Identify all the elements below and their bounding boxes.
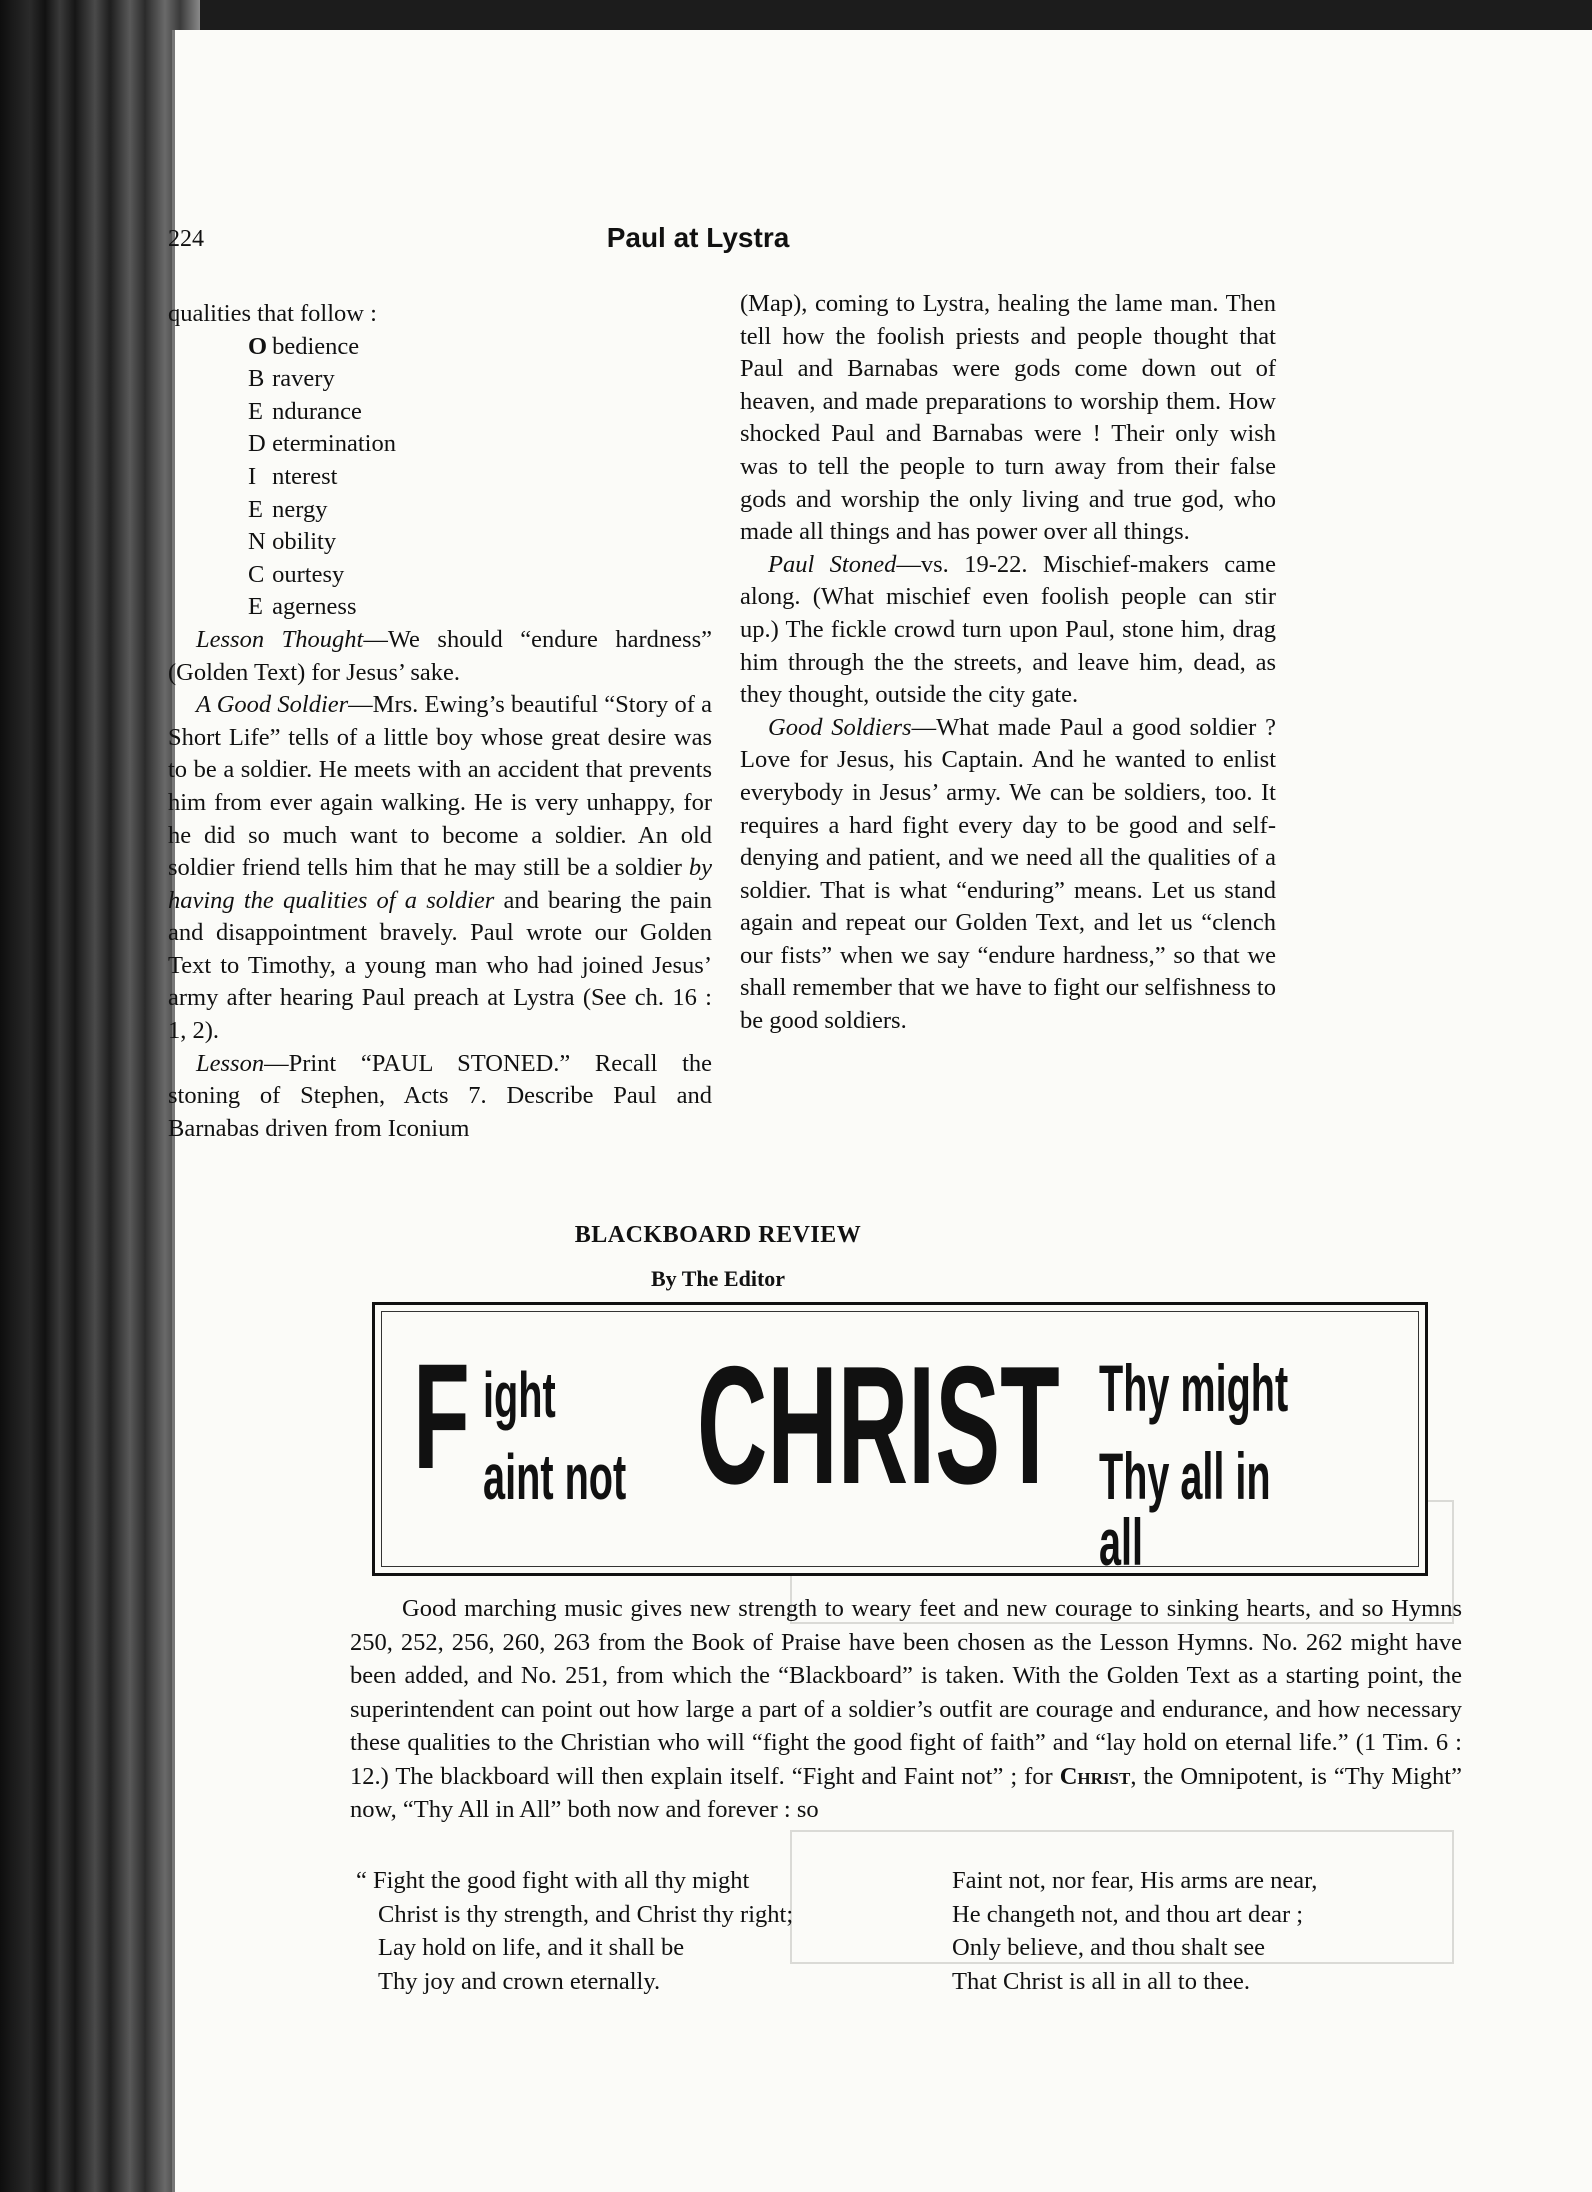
- paul-stoned-label: Paul Stoned: [768, 550, 897, 578]
- closing-paragraph: [350, 1592, 1462, 1827]
- good-soldier-paragraph: [168, 689, 712, 1048]
- lesson-paragraph: [168, 1048, 712, 1146]
- acrostic-letter: D: [248, 430, 266, 458]
- acrostic-word: bedience: [272, 332, 360, 360]
- good-soldier-emphasis: by having the qualities of a soldier: [168, 854, 712, 914]
- lesson-thought-text: —We should “endure hardness” (Golden Text) for Jesus’ sake.: [168, 625, 712, 686]
- good-soldier-text-end: and bearing the pain and disappointment bravely. Paul wrote our Golden Text to Timothy, a young man who had joined Jesus’ army after hearing Paul preach at Lystra (See ch. 16 : 1, 2).: [168, 886, 712, 1045]
- acrostic-letter: E: [248, 593, 263, 621]
- poem-line: Thy joy and crown eternally.: [378, 1967, 661, 1995]
- poem-line: Only believe, and thou shalt see: [952, 1934, 1265, 1961]
- left-column: [168, 298, 712, 1145]
- hymn-stanza-left: [356, 1864, 916, 1998]
- acrostic-item: [248, 559, 712, 592]
- closing-text-part: Good marching music gives new strength to weary feet and new courage to sinking hearts, and so Hymns 250, 252, 256, 260, 263 from the Book of Praise have been chosen as the Lesson Hymns. No. 262 might have been added, and No. 251, from which the “Blackboard” is taken. With the Golden Text as a starting point, the superintendent can point out how large a part of a soldier’s outfit are courage and endurance, and how necessary these qualities to the Christian who will “fight the good fight of faith” and “lay hold on eternal life.” (1 Tim. 6 : 12.) The blackboard will then explain itself. “Fight and Faint not” ; for: [350, 1595, 1462, 1790]
- running-title: Paul at Lystra: [606, 222, 790, 253]
- good-soldier-label: A Good Soldier: [196, 691, 349, 719]
- good-soldiers-paragraph: [740, 712, 1276, 1038]
- page-header: [168, 194, 1228, 253]
- acrostic-letter: O: [248, 332, 268, 360]
- acrostic-intro: qualities that follow :: [168, 300, 377, 327]
- blackboard-fight-suffix: ight: [483, 1359, 556, 1431]
- acrostic-word: ourtesy: [272, 560, 345, 588]
- paul-stoned-paragraph: [740, 549, 1276, 712]
- acrostic-item: [248, 396, 712, 429]
- acrostic-word: nergy: [272, 495, 328, 523]
- acrostic-letter: N: [248, 528, 266, 556]
- blackboard-review-title: BLACKBOARD REVIEW: [574, 1222, 862, 1248]
- poem-line: That Christ is all in all to thee.: [952, 1967, 1251, 1995]
- acrostic-item: [248, 331, 712, 364]
- acrostic-word: agerness: [272, 593, 357, 621]
- poem-line: Faint not, nor fear, His arms are near,: [952, 1867, 1318, 1894]
- acrostic-word: obility: [272, 528, 337, 556]
- lesson-label: Lesson: [196, 1049, 265, 1077]
- acrostic-word: nterest: [272, 462, 338, 490]
- acrostic-item: [248, 526, 712, 559]
- continuation-paragraph: (Map), coming to Lystra, healing the lame man. Then tell how the foolish priests and people thought that Paul and Barnabas were gods come down out of heaven, and made preparations to worship them. How shocked Paul and Barnabas were ! Their only wish was to tell the people to turn away from their false gods and worship the only living and true god, who made all things and has power over all things.: [740, 290, 1276, 546]
- acrostic-item: [248, 494, 712, 527]
- acrostic-item: [248, 591, 712, 624]
- good-soldier-text: —Mrs. Ewing’s beautiful “Story of a Short Life” tells of a little boy whose great desire was to be a soldier. He meets with an accident that prevents him from ever again walking. He is very unhappy, for he did so much want to become a soldier. An old soldier friend tells him that he may still be a soldier: [168, 691, 712, 882]
- good-soldiers-label: Good Soldiers: [768, 713, 912, 741]
- blackboard-big-letter: F: [413, 1332, 470, 1500]
- right-column: [740, 288, 1276, 1038]
- poem-line: “ Fight the good fight with all thy might: [356, 1867, 750, 1894]
- page-number: 224: [168, 226, 204, 252]
- acrostic-item: [248, 461, 712, 494]
- acrostic-letter: E: [248, 397, 263, 425]
- acrostic-letter: E: [248, 495, 263, 523]
- paul-stoned-text: —vs. 19-22. Mischief-makers came along. (What mischief even foolish people can stir up.) The fickle crowd turn upon Paul, stone him, drag him through the the streets, and leave him, dead, as they thought, outside the city gate.: [740, 550, 1276, 709]
- acrostic-list: [248, 331, 712, 624]
- acrostic-item: [248, 428, 712, 461]
- poem-line: Christ is thy strength, and Christ thy right;: [378, 1900, 794, 1928]
- closing-text-part: , the Omnipotent, is “Thy Might” now, “Thy All in All” both now and forever : so: [350, 1762, 1462, 1823]
- acrostic-word: etermination: [272, 430, 396, 458]
- poem-line: Lay hold on life, and it shall be: [378, 1934, 685, 1961]
- acrostic-word: ravery: [272, 365, 335, 393]
- acrostic-letter: B: [248, 365, 265, 393]
- blackboard-faint-suffix: aint not: [483, 1441, 627, 1513]
- acrostic-letter: C: [248, 560, 265, 588]
- blackboard-right-line-1: Thy might: [1099, 1351, 1289, 1425]
- acrostic-item: [248, 363, 712, 396]
- lesson-thought-label: Lesson Thought: [196, 625, 364, 653]
- acrostic-letter: I: [248, 462, 257, 490]
- closing-small-caps-word: Christ: [1059, 1762, 1131, 1790]
- blackboard-center-word: CHRIST: [697, 1331, 1060, 1519]
- hymn-stanza-right: [952, 1864, 1452, 1998]
- closing-text: [350, 1592, 1462, 1827]
- acrostic-word: ndurance: [272, 397, 362, 425]
- poem-line: He changeth not, and thou art dear ;: [952, 1900, 1304, 1928]
- good-soldiers-text: —What made Paul a good soldier ? Love for Jesus, his Captain. And he wanted to enlist everybody in Jesus’ army. We can be soldiers, too. It requires a hard fight every day to be good and self-denying and patient, and we need all the qualities of a soldier. That is what “enduring” means. Let us stand again and repeat our Golden Text, and let us “clench our fists” when we say “endure hardness,” so that we shall remember that we have to fight our selfishness to be good soldiers.: [740, 713, 1276, 1035]
- blackboard-box: [372, 1302, 1428, 1579]
- blackboard-review-byline: By The Editor: [650, 1266, 786, 1291]
- blackboard-right-line-2: Thy all in all: [1099, 1439, 1271, 1579]
- lesson-thought-paragraph: [168, 624, 712, 689]
- lesson-text: —Print “PAUL STONED.” Recall the stoning of Stephen, Acts 7. Describe Paul and Barnabas driven from Iconium: [168, 1049, 712, 1142]
